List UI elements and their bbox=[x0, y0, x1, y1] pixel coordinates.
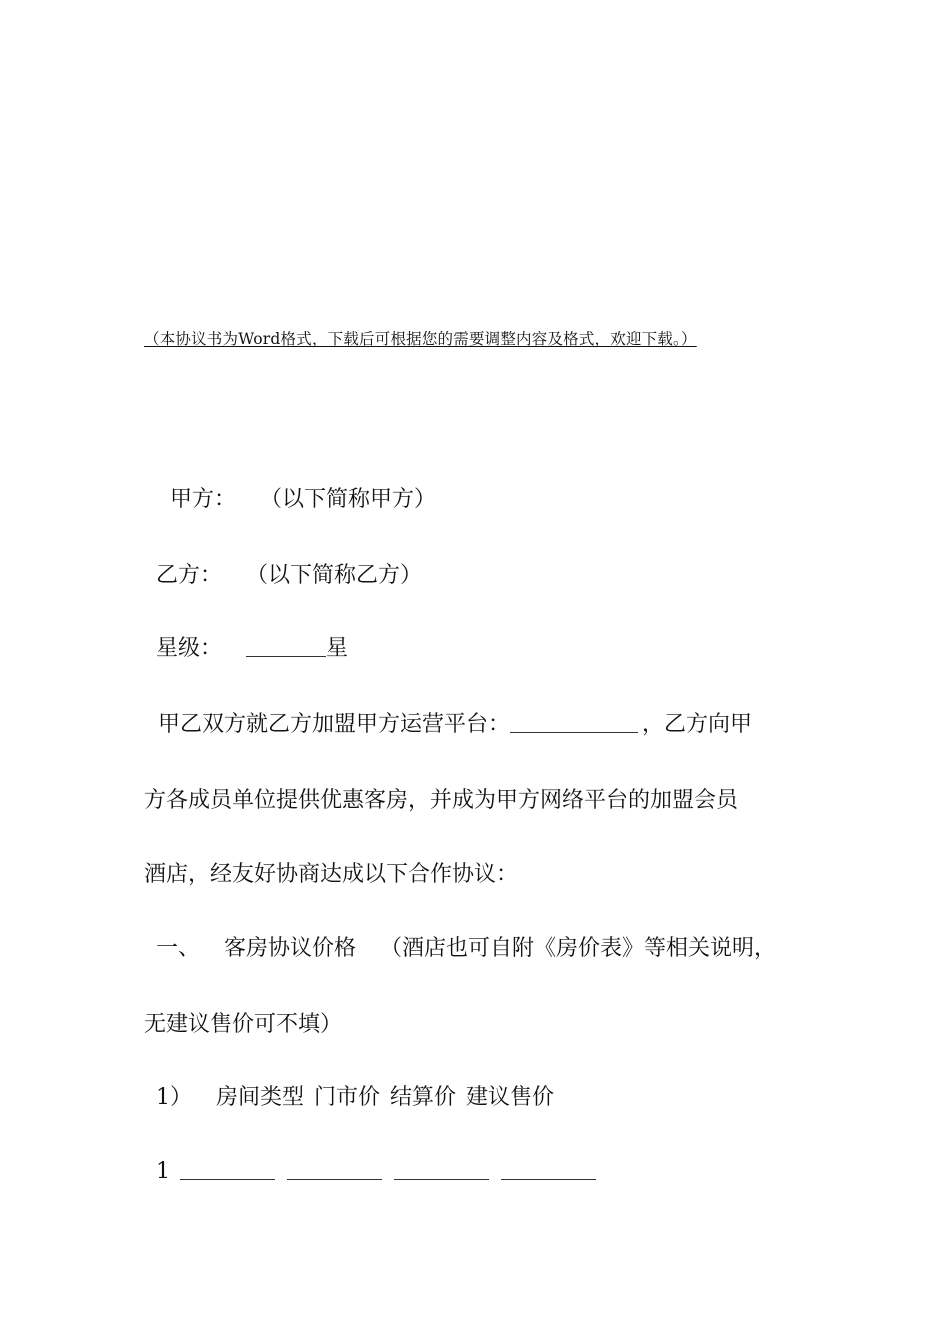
rack-rate-blank[interactable] bbox=[287, 1157, 382, 1180]
party-b-suffix: （以下简称乙方） bbox=[246, 563, 423, 588]
intro-line-1-after: ，乙方向甲 bbox=[642, 712, 753, 737]
star-rating-unit: 星 bbox=[326, 636, 349, 661]
intro-line-1-before: 甲乙双方就乙方加盟甲方运营平台： bbox=[158, 712, 511, 737]
suggested-price-blank[interactable] bbox=[501, 1157, 596, 1180]
intro-line-2: 方各成员单位提供优惠客房，并成为甲方网络平台的加盟会员 bbox=[144, 788, 739, 813]
intro-line-1 bbox=[158, 710, 822, 740]
section-1-heading bbox=[156, 934, 820, 964]
section-1-number: 一、 bbox=[156, 936, 201, 961]
section-1-note-continued: 无建议售价可不填） bbox=[144, 1012, 343, 1037]
rate-table-item-number: 1） bbox=[156, 1085, 192, 1110]
header-settlement-price: 结算价 bbox=[390, 1085, 457, 1110]
document-note: （本协议书为Word格式，下载后可根据您的需要调整内容及格式，欢迎下载。） bbox=[144, 330, 697, 348]
room-type-blank[interactable] bbox=[180, 1157, 275, 1180]
party-b-line bbox=[156, 561, 820, 591]
rate-table-header bbox=[156, 1083, 820, 1113]
star-rating-label: 星级： bbox=[156, 636, 223, 661]
header-suggested-price: 建议售价 bbox=[466, 1085, 555, 1110]
star-rating-blank[interactable] bbox=[246, 634, 326, 657]
party-a-suffix: （以下简称甲方） bbox=[260, 487, 437, 512]
section-1-note: （酒店也可自附《房价表》等相关说明， bbox=[380, 936, 777, 961]
platform-name-blank[interactable] bbox=[510, 710, 638, 733]
header-rack-rate: 门市价 bbox=[314, 1085, 381, 1110]
intro-line-3: 酒店，经友好协商达成以下合作协议： bbox=[144, 862, 519, 887]
settlement-price-blank[interactable] bbox=[394, 1157, 489, 1180]
party-a-line bbox=[170, 485, 834, 515]
party-b-label: 乙方： bbox=[156, 563, 223, 588]
rate-table-row bbox=[156, 1157, 820, 1187]
party-a-label: 甲方： bbox=[170, 487, 237, 512]
row-index: 1 bbox=[156, 1159, 170, 1184]
star-rating-line bbox=[156, 634, 820, 664]
header-room-type: 房间类型 bbox=[216, 1085, 305, 1110]
section-1-title: 客房协议价格 bbox=[224, 936, 357, 961]
